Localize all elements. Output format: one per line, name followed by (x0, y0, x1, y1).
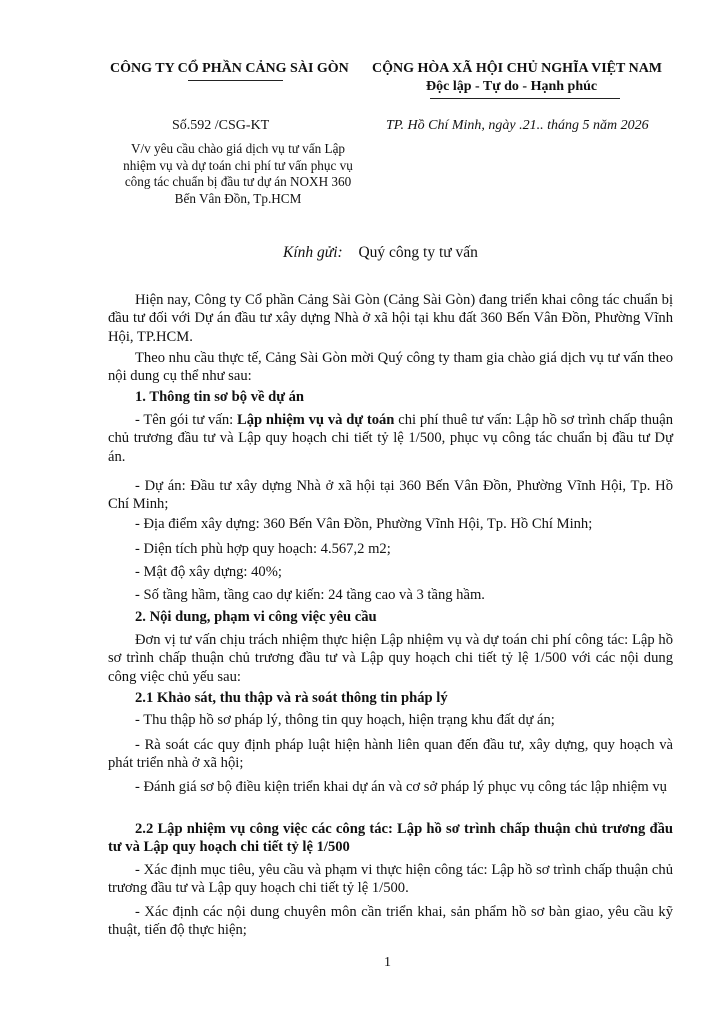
subject-line: công tác chuẩn bị đầu tư dự án NOXH 360 (124, 174, 352, 189)
company-name: CÔNG TY CỔ PHẦN CẢNG SÀI GÒN (110, 61, 349, 76)
paragraph-intro: Hiện nay, Công ty Cổ phần Cảng Sài Gòn (Cảng Sài Gòn) đang triển khai công tác chuẩn bị đầu tư đối với Dự án đầu tư xây dựng Nhà ở xã hội tại khu đất 360 Bến Vân Đồn, Phường Vĩnh Hội, TP.HCM. (108, 292, 673, 345)
subject-line: Bến Vân Đồn, Tp.HCM (174, 190, 302, 206)
package-name-bold: Lập nhiệm vụ và dự toán (236, 412, 395, 428)
motto-underline (430, 98, 620, 99)
section-1-item-location: - Địa điểm xây dựng: 360 Bến Vân Đồn, Phường Vĩnh Hội, Tp. Hồ Chí Minh; (135, 516, 593, 532)
paragraph-invitation: Theo nhu cầu thực tế, Cảng Sài Gòn mời Quý công ty tham gia chào giá dịch vụ tư vấn theo nội dung cụ thể như sau: (108, 350, 673, 385)
section-1-title: 1. Thông tin sơ bộ về dự án (135, 389, 305, 405)
subject-block (107, 141, 369, 207)
section-1-item-density: - Mật độ xây dựng: 40%; (135, 564, 282, 580)
recipient-label: Kính gửi: (283, 244, 343, 261)
section-2-1-item-assess: - Đánh giá sơ bộ điều kiện triển khai dự án và cơ sở pháp lý phục vụ công tác lập nhiệm vụ (135, 779, 667, 795)
section-1-item-project: - Dự án: Đầu tư xây dựng Nhà ở xã hội tại 360 Bến Vân Đồn, Phường Vĩnh Hội, Tp. Hồ Chí Minh; (108, 478, 673, 513)
issue-date: TP. Hồ Chí Minh, ngày .21.. tháng 5 năm 2026 (386, 118, 649, 133)
section-1-item-floors: - Số tầng hầm, tầng cao dự kiến: 24 tầng cao và 3 tầng hầm. (135, 587, 485, 603)
section-2-title: 2. Nội dung, phạm vi công việc yêu cầu (135, 609, 377, 625)
nation-title: CỘNG HÒA XÃ HỘI CHỦ NGHĨA VIỆT NAM (372, 61, 663, 76)
document-number: Số.592 /CSG-KT (172, 118, 270, 133)
section-2-1-title: 2.1 Khảo sát, thu thập và rà soát thông tin pháp lý (135, 690, 448, 706)
recipient-line (283, 244, 478, 262)
recipient-name: Quý công ty tư vấn (358, 244, 478, 261)
company-underline (188, 80, 283, 81)
national-motto: Độc lập - Tự do - Hạnh phúc (426, 79, 598, 94)
section-2-1-item-review: - Rà soát các quy định pháp luật hiện hành liên quan đến đầu tư, xây dựng, quy hoạch và phát triển nhà ở xã hội; (108, 737, 673, 772)
section-2-2-item-content: - Xác định các nội dung chuyên môn cần triển khai, sản phẩm hồ sơ bàn giao, yêu cầu kỹ thuật, tiến độ thực hiện; (108, 904, 673, 939)
section-1-item-area: - Diện tích phù hợp quy hoạch: 4.567,2 m2; (135, 541, 391, 557)
section-1-item-package: - Tên gói tư vấn: Lập nhiệm vụ và dự toán chi phí thuê tư vấn: Lập hồ sơ trình chấp thuận chủ trương đầu tư và Lập quy hoạch chi tiết tỷ lệ 1/500, phục vụ công tác chuẩn bị đầu tư Dự án. (108, 412, 674, 465)
subject-line: nhiệm vụ và dự toán chi phí tư vấn phục vụ (123, 157, 353, 173)
section-2-1-item-collect: - Thu thập hồ sơ pháp lý, thông tin quy hoạch, hiện trạng khu đất dự án; (135, 712, 555, 728)
section-2-2-item-objectives: - Xác định mục tiêu, yêu cầu và phạm vi thực hiện công tác: Lập hồ sơ trình chấp thuận chủ trương đầu tư và Lập quy hoạch chi tiết tỷ lệ 1/500. (108, 862, 673, 897)
section-2-2-title: 2.2 Lập nhiệm vụ công việc các công tác: Lập hồ sơ trình chấp thuận chủ trương đầu tư và Lập quy hoạch chi tiết tỷ lệ 1/500 (108, 821, 673, 856)
subject-line: V/v yêu cầu chào giá dịch vụ tư vấn Lập (130, 141, 346, 156)
page-number: 1 (384, 955, 391, 970)
section-2-paragraph: Đơn vị tư vấn chịu trách nhiệm thực hiện Lập nhiệm vụ và dự toán chi phí công tác: Lập hồ sơ trình chấp thuận chủ trương đầu tư và Lập quy hoạch chi tiết tỷ lệ 1/500 với các nội dung công việc chủ yếu sau: (108, 632, 673, 685)
